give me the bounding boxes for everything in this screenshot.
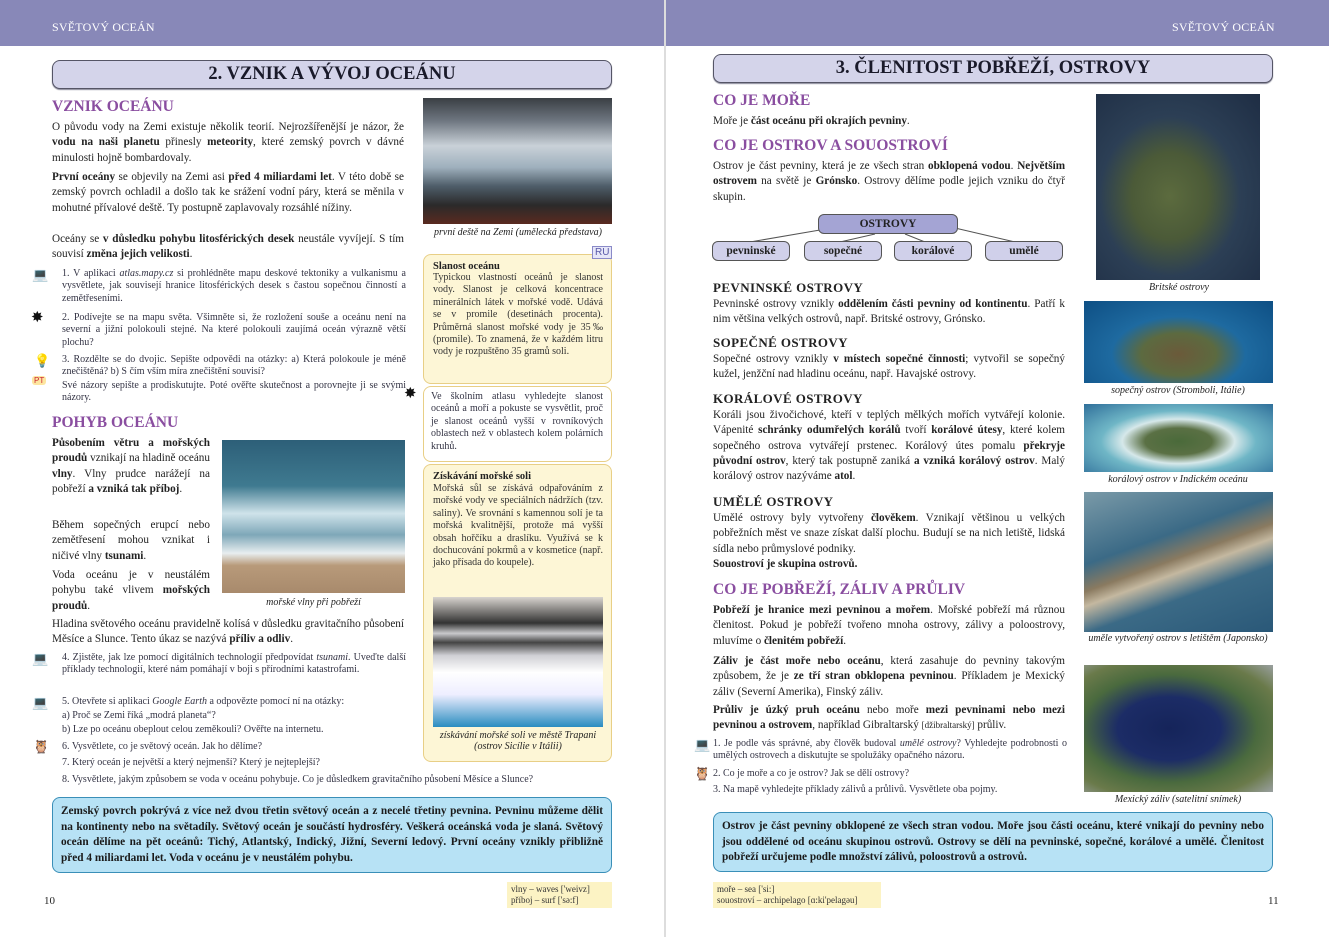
bold-text: příliv a odliv [229,633,291,646]
computer-icon: 💻 [694,737,711,752]
question-1 [713,738,1067,763]
text: . Patří k nim většina velkých ostrovů, např. Britské ostrovy, Grónsko. [713,298,1065,326]
paragraph [52,568,210,614]
bold-text: Záliv je část moře nebo oceánu [713,655,881,667]
british-isles-image [1096,94,1260,280]
volcanic-island-image [1084,301,1273,383]
coral-island-image [1084,404,1273,472]
text: , která zasahuje do pevniny takovým způsobem, že je [713,655,1065,683]
image-caption: první deště na Zemi (umělecká představa) [433,227,602,238]
question-5b: b) Lze po oceánu obeplout celou zeměkouli? Ověřte na internetu. [62,724,324,735]
text: . [852,470,856,483]
pt-badge: PT [34,376,45,385]
bold-text: členitém pobřeží [763,634,844,647]
text: Moře je [713,115,751,127]
paragraph [52,232,404,263]
text: 1. V aplikaci [62,268,120,279]
text: Ostrov je část pevniny, která je ze všech stran [713,160,928,172]
box-text: Mořská sůl se získává odpařováním z mořské vody ve speciálních nádržích (tzv. saliny). Ve srovnání s kamennou solí je ta mořská kvalitnější, protože má vyšší obsah hořčíku a draslíku. Využívá se k dochucování pokrmů a v kosmetice (např. jako přísada do koupele). [433,483,603,569]
page-number: 10 [44,895,55,907]
bold-text: Pobřeží je hranice mezi pevninou a mořem [713,604,931,616]
bold-text: a vzniká korálový ostrov [913,454,1035,467]
text: průliv. [974,719,1007,732]
summary-box: Ostrov je část pevniny obklopené ze všech stran vodou. Moře jsou části oceánu, které vnikají do pevniny nebo jsou oddělené od oceánu skupinou ostrovů. Ostrovy se dělí na pevninské, sopečné, korálové a umělé. Členitost pobřeží určujeme podle množství zálivů, poloostrovů a ostrovů. [713,812,1273,872]
text: , které kolem sopečného ostrova vytvářejí prstenec. Korálový útes pomalu [713,424,1065,452]
bold-text: [džibraltarský] [921,720,975,731]
question-6: 6. Vysvětlete, co je světový oceán. Jak ho dělíme? [62,741,263,752]
bold-text: vlny [52,467,73,480]
text: Umělé ostrovy byly vytvořeny [713,512,871,524]
text: , který tak postupně zaniká [785,454,914,467]
paragraph [713,511,1065,557]
computer-icon: 💻 [32,695,49,710]
subsection-heading: SOPEČNÉ OSTROVY [713,335,848,350]
running-header-left: SVĚTOVÝ OCEÁN [52,20,155,34]
text: Pevninské ostrovy vznikly [713,298,839,310]
page-number: 11 [1268,895,1279,907]
text: 5. Otevřete si aplikaci [62,696,153,707]
italic-term: umělé ostrovy [899,738,957,749]
text: . [87,599,91,612]
bold-text: část oceánu při okrajích pevniny [750,115,907,127]
box-title: Slanost oceánu [433,261,500,272]
box-title: Získávání mořské soli [433,471,532,482]
text: Během sopečných erupcí nebo zemětřesení mohou vznikat i ničivé vlny [52,519,210,562]
vocabulary-box [713,882,881,908]
question-3-note: Své názory sepište a prodiskutujte. Poté ověřte skutečnost a porovnejte ji se svými názory. [62,380,406,404]
text: . [906,115,910,127]
text: Oceány se [52,233,103,245]
diagram-root-node: OSTROVY [818,214,958,234]
text: . Malý korálový ostrov nazýváme [713,454,1065,483]
bold-text: meteority [207,136,254,149]
vocabulary-box [507,882,612,908]
text: tvoří [900,424,932,437]
text: , například Gibraltarský [812,719,922,732]
box-text: Typickou vlastností oceánů je slanost vody. Slanost je celková koncentrace minerálních látek v mořské vodě. Udává se v promile (desetinách procenta). Průměrná slanost mořské vody je 35‰ (promile). To znamená, že v každém litru vody je rozpuštěno 35 gramů soli. [433,272,603,358]
diagram-node-umele: umělé [985,241,1063,261]
paragraph [713,408,1065,484]
text: a odpovězte pomocí ní na otázky: [206,696,345,707]
bold-text: tsunami [104,549,144,562]
vocab-item: příboj – surf ['sə:f] [511,895,579,905]
paragraph [713,159,1065,205]
bold-text: korálové útesy [931,424,1003,437]
text: O původu vody na Zemi existuje několik teorií. Nejrozšířenější je názor, že [52,121,404,133]
section-heading: VZNIK OCEÁNU [52,98,174,115]
lightbulb-icon: 💡 [34,353,51,368]
bold-text: ze tří stran obklopena pevninou [793,670,954,683]
image-caption: sopečný ostrov (Stromboli, Itálie) [1111,385,1245,396]
ocean-waves-image [222,440,405,593]
image-caption: uměle vytvořený ostrov s letištěm (Japonsko) [1088,633,1268,644]
bold-text: oddělením části pevniny od kontinentu [838,298,1028,310]
chapter-title-right: 3. ČLENITOST POBŘEŽÍ, OSTROVY [713,54,1273,83]
text: nebo moře [859,704,926,716]
bold-text: Grónsko [815,175,858,188]
question-2: 2. Co je moře a co je ostrov? Jak se dělí ostrovy? [713,768,910,779]
question-5 [62,696,406,708]
question-3: 3. Na mapě vyhledejte příklady zálivů a průlivů. Vysvětlete oba pojmy. [713,784,998,795]
bold-text: v důsledku pohybu litosférických desek [102,233,295,245]
italic-term: tsunami [316,652,349,663]
paragraph [52,170,404,216]
text: . [189,248,193,261]
paragraph [52,617,404,648]
summary-box: Zemský povrch pokrývá z více než dvou třetin světový oceán a z necelé třetiny pevnina. Pevninu můžeme dělit na kontinenty nebo na světadíly. Světový oceán je součástí hydrosféry. Veškerá oceánská voda je slaná. Světový oceán dělíme na pět oceánů: Tichý, Atlantský, Indický, Jižní, Severní ledový. První oceány vznikly přibližně před 4 miliardami let. Voda v oceánu je v neustálém pohybu. [52,797,612,873]
section-heading: CO JE MOŘE [713,92,811,109]
computer-icon: 💻 [32,267,49,282]
image-caption: korálový ostrov v Indickém oceánu [1108,474,1248,485]
text: . Vznikají většinou u velkých pobřežních měst ve snaze získat další plochu. Budují se na nich letiště, lidská sídla nebo průmyslové podniky. [713,512,1065,555]
subsection-heading: UMĚLÉ OSTROVY [713,494,834,509]
subsection-heading: PEVNINSKÉ OSTROVY [713,280,864,295]
text: . [179,482,183,495]
vocab-item: souostroví – archipelago [ɑ:ki'pelagəu] [717,895,858,905]
text: se objevily na Zemi asi [115,171,229,183]
gulf-of-mexico-image [1084,665,1273,792]
text: Hladina světového oceánu pravidelně kolísá v důsledku gravitačního působení Měsíce a Slunce. Tento úkaz se nazývá [52,618,404,646]
question-1 [62,268,406,305]
italic-term: atlas.mapy.cz [119,268,174,279]
question-3: 3. Rozdělte se do dvojic. Sepište odpovědi na otázky: a) Která polokoule je méně znečištěná? b) S čím vším míra znečištění souvisí? [62,354,406,378]
text: Sopečné ostrovy vznikly [713,353,834,365]
paragraph [713,654,1065,700]
text: 1. Je podle vás správné, aby člověk budoval [713,738,900,749]
bold-text: schránky odumřelých korálů [758,424,901,437]
bold-text: Největším ostrovem [713,160,1066,188]
text: Koráli jsou živočichové, kteří v teplých mělkých mořích vytvářejí kolonie. Vápenité [713,409,1065,437]
text: ; vytvořil se sopečný kužel, jenžční nad hladinu oceánu, např. Havajské ostrovy. [713,353,1065,381]
bold-text: v místech sopečné činnosti [833,353,966,365]
bold-text: před 4 miliardami let [228,171,332,183]
subsection-heading: KORÁLOVÉ OSTROVY [713,391,863,406]
section-heading: POHYB OCEÁNU [52,414,179,431]
ru-badge: RU [592,246,612,259]
bold-text: obklopená vodou [927,160,1011,172]
text: . [290,633,294,646]
text: . Uveďte další příklady technologií, které nám pomáhají v boji s přírodními katastrofami. [62,652,406,676]
question-7: 7. Který oceán je největší a který nejmenší? Který je nejteplejší? [62,757,320,768]
task-text: Ve školním atlasu vyhledejte slanost oceánů a moří a pokuste se vysvětlit, proč je slanost oceánů vyšší v rovníkových oblastech než v oblastech kolem polárních kruhů. [431,391,603,452]
paragraph [52,436,210,497]
compass-star-icon: ✸ [31,310,44,326]
bold-text: překryje původní ostrov [713,439,1065,467]
text: , které zemský povrch v dávné minulosti hojně bombardovaly. [52,136,404,164]
bold-text: Průliv je úzký pruh oceánu [713,704,860,716]
question-8: 8. Vysvětlete, jakým způsobem se voda v oceánu pohybuje. Co je důsledkem gravitačního působení Měsíce a Slunce? [62,774,534,785]
question-2: 2. Podívejte se na mapu světa. Všimněte si, že rozložení souše a oceánu není na severní a jižní polokouli stejné. Na které polokouli zaujímá oceán výrazně větší plochu? [62,312,406,348]
paragraph [713,114,1071,129]
text: Voda oceánu je v neustálém pohybu také vlivem [52,569,210,597]
text: . [143,549,147,562]
bold-text: člověkem [870,512,916,524]
bold-text: atol [834,470,853,483]
text: . Vlny prudce narážejí na pobřeží [52,467,210,495]
owl-icon: 🦉 [33,739,50,754]
text: . [843,634,846,647]
text: přinesly [159,136,208,149]
diagram-node-koralove: korálové [894,241,972,261]
bold-text: a vzniká tak příboj [88,482,180,495]
vocab-item: vlny – waves ['weivz] [511,884,590,894]
bold-text: vodu na naši planetu [52,136,160,149]
question-5a: a) Proč se Zemi říká „modrá planeta“? [62,710,216,721]
artificial-island-airport-image [1084,492,1273,632]
primordial-rain-image [423,98,612,224]
vocab-item: moře – sea ['si:] [717,884,775,894]
question-4 [62,652,406,677]
text: na světě je [756,175,816,188]
section-heading: CO JE POBŘEŽÍ, ZÁLIV A PRŮLIV [713,581,966,598]
text: 4. Zjistěte, jak lze pomocí digitálních technologií předpovídat [62,652,317,663]
section-heading: CO JE OSTROV A SOUOSTROVÍ [713,137,948,154]
image-caption: mořské vlny při pobřeží [266,597,361,608]
bold-text: změna jejich velikosti [86,248,190,261]
bold-text: mořských proudů [52,584,210,612]
paragraph [713,352,1065,383]
running-header-right: SVĚTOVÝ OCEÁN [1172,20,1275,34]
text: vznikají na hladině oceánu [87,452,210,465]
text: . Příkladem je Mexický záliv (Severní Amerika), Finský záliv. [713,670,1066,698]
salt-pans-image [433,597,603,727]
image-caption: Britské ostrovy [1149,282,1209,293]
paragraph: Souostroví je skupina ostrovů. [713,558,858,570]
bold-text: Působením větru a mořských proudů [52,437,210,465]
image-caption: získávání mořské soli ve městě Trapani (ostrov Sicílie v Itálii) [439,730,597,752]
paragraph [52,120,404,166]
compass-star-icon: ✸ [404,386,417,402]
text: neustále vyvíjejí. S tím souvisí [52,233,404,261]
owl-icon: 🦉 [694,766,711,781]
chapter-title-left: 2. VZNIK A VÝVOJ OCEÁNU [52,60,612,89]
computer-icon: 💻 [32,651,49,666]
page-gutter [664,0,666,937]
paragraph [52,518,210,564]
paragraph [713,703,1065,734]
italic-term: Google Earth [152,696,207,707]
bold-text: mezi pevninami nebo mezi pevninou a ostrovem [713,704,1065,732]
text: . Mořské pobřeží má různou členitost. Pokud je pobřeží tvořeno mnoha ostrovy, zálivy a poloostrovy, mluvíme o [713,604,1065,647]
text: si prohlédněte mapu deskové tektoniky a vulkanismu a vysvětlete, jak souvisejí hranice litosférických desek s častou sopečnou činností a zemětřeseními. [62,268,406,304]
diagram-node-sopecne: sopečné [804,241,882,261]
bold-text: První oceány [52,171,116,183]
text: . V této době se zemský povrch ochladil a došlo tak ke srážení vodní páry, která se měnila v mohutné přívalové deště. Ty postupně zaplavovaly rozsáhlé nížiny. [52,171,404,214]
text: ? Vyhledejte podrobnosti o umělých ostrovech a diskutujte se spolužáky opačného názoru. [713,738,1067,762]
paragraph [713,603,1065,649]
text: . [1010,160,1018,172]
image-caption: Mexický záliv (satelitní snímek) [1114,794,1242,805]
text: . Ostrovy dělíme podle jejich vzniku do čtyř skupin. [713,175,1066,203]
paragraph [713,297,1065,328]
diagram-node-pevninske: pevninské [712,241,790,261]
